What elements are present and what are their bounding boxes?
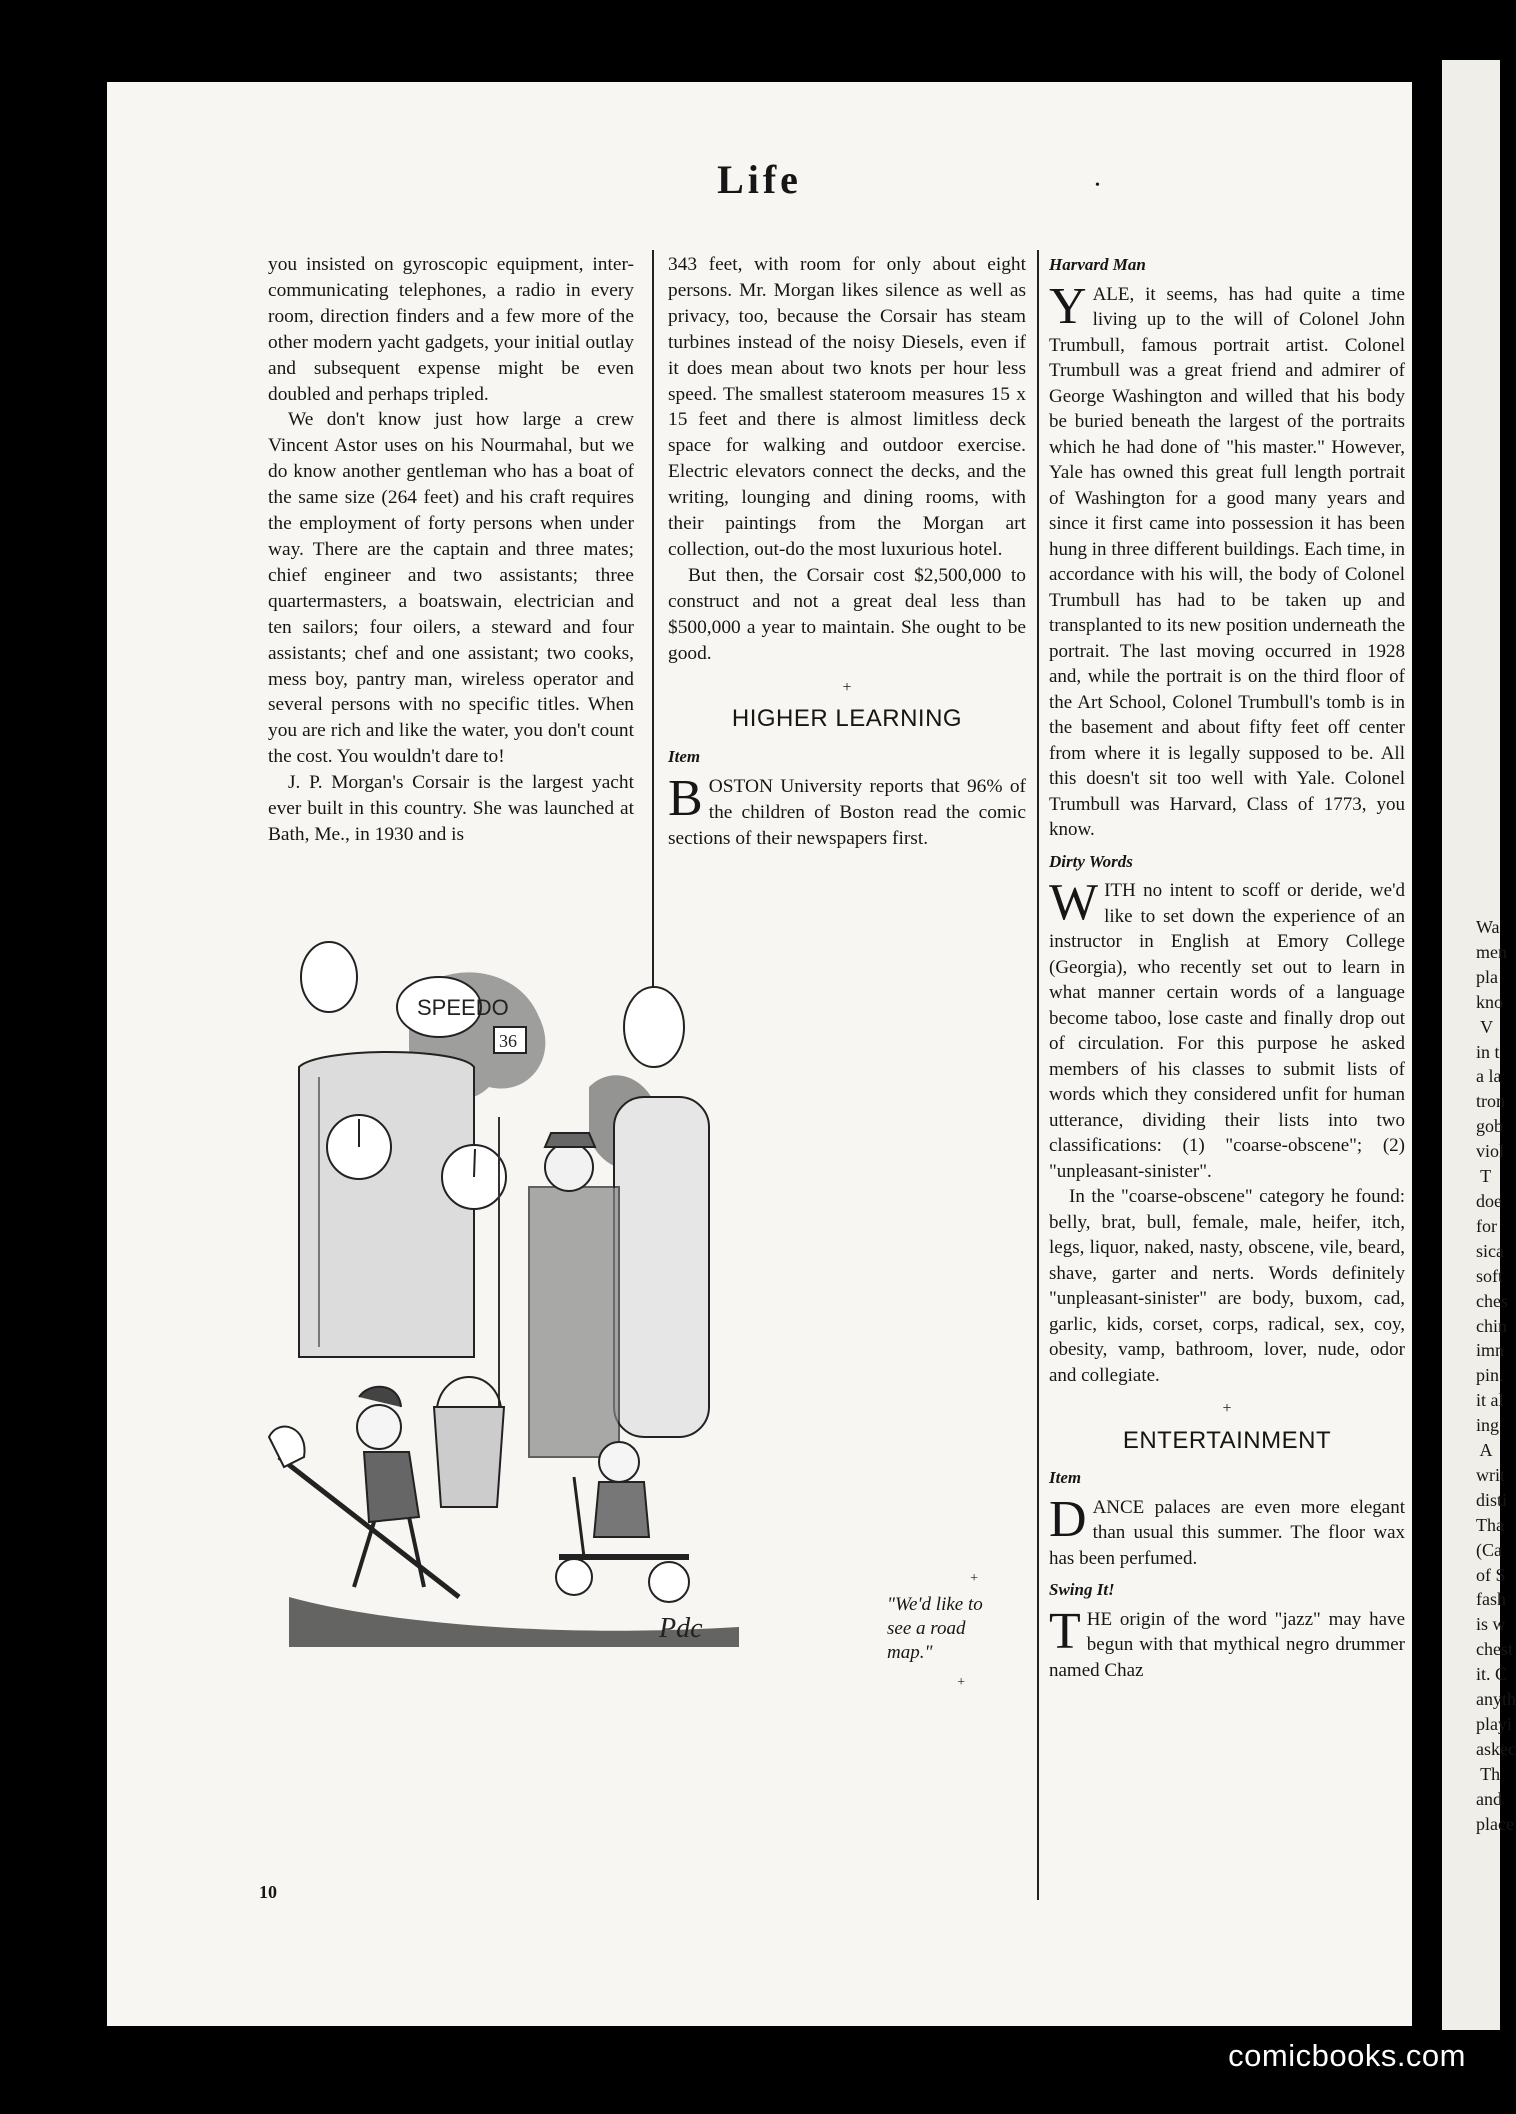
section-heading: HIGHER LEARNING — [731, 705, 963, 733]
column-rule — [1037, 250, 1039, 1900]
cartoon-caption — [875, 1567, 1007, 1695]
entertainment-text: ANCE palaces are even more elegant than usual this summer. The floor wax has been perfumed. — [1049, 1496, 1405, 1569]
column-2 — [668, 252, 1026, 852]
column-1-paragraph: We don't know just how large a crew Vincent Astor uses on his Nourmahal, but we do know another gentleman who has a boat of the same size (264 feet) and his craft requires the employment of forty persons when under way. There are the captain and three mates; chief engineer and two assistants; three quartermasters, a boatswain, electrician and ten sailors; four oilers, a steward and four assistants; chef and one assistant; two cooks, mess boy, pantry man, wireless operator and several persons with no specific titles. When you are rich and like the water, you don't count the cost. You wouldn't dare to! — [268, 409, 634, 768]
adjacent-page-edge — [1442, 60, 1516, 2030]
section-ornament: + — [842, 678, 852, 696]
item-paragraph — [668, 770, 1026, 852]
caption-ornament: + — [956, 1675, 966, 1690]
column-1 — [268, 252, 634, 848]
column-1-paragraph: J. P. Morgan's Corsair is the largest yacht ever built in this country. She was launched at Bath, Me., in 1930 and is — [268, 772, 634, 845]
swing-it-text: HE origin of the word "jazz" may have begun with that mythical negro drummer named Chaz — [1049, 1608, 1405, 1681]
page-number: 10 — [259, 1882, 277, 1902]
site-watermark: comicbooks.com — [1228, 2038, 1466, 2073]
adjacent-page-text: Wa men pla kno V in t a la tron gob viol T doe for sica soft ches chin imn pin. it al ing A writ disti Tha (Ca of S fash is w chest it. C anyth playi askec Th and place — [1476, 917, 1516, 1834]
pump-number: 36 — [499, 1031, 517, 1051]
harvard-man-subhead: Harvard Man — [1049, 255, 1146, 274]
dirty-words-subhead: Dirty Words — [1049, 851, 1133, 871]
drop-cap: B — [668, 770, 703, 828]
harvard-man-paragraph — [1049, 277, 1405, 843]
column-2-paragraph: 343 feet, with room for only about eight persons. Mr. Morgan likes silence as well as privacy, too, because the Corsair has steam turbines instead of the noisy Diesels, even if it does mean about two knots per hour less speed. The smallest stateroom measures 15 x 15 feet and there is almost limitless deck space for walking and outdoor exercise. Electric elevators connect the decks, and the writing, lounging and dining rooms, with their paintings from the Morgan art collection, out-do the most luxurious hotel. — [668, 254, 1026, 560]
column-1-paragraph: you insisted on gyroscopic equipment, inter-communicating telephones, a radio in every room, direction finders and a few more of the other modern yacht gadgets, your initial outlay and subsequent expense might be even doubled and perhaps tripled. — [268, 254, 634, 405]
entertainment-paragraph — [1049, 1490, 1405, 1572]
artist-signature: Pdc — [659, 1613, 703, 1644]
speedo-sign: SPEEDO — [417, 995, 509, 1020]
item-subhead: Item — [1049, 1468, 1082, 1487]
drop-cap: W — [1049, 874, 1099, 931]
caption-ornament: + — [969, 1571, 979, 1586]
masthead: Life — [717, 157, 802, 202]
swing-it-subhead: Swing It! — [1049, 1580, 1115, 1599]
dirty-words-paragraph — [1049, 874, 1405, 1184]
item-text: OSTON University reports that 96% of the children of Boston read the comic sections of their newspapers first. — [668, 776, 1026, 850]
caption-text: "We'd like to see a road map." — [887, 1594, 983, 1663]
magazine-page — [107, 82, 1412, 2026]
cartoon-illustration — [259, 937, 749, 1647]
dirty-words-text: ITH no intent to scoff or deride, we'd like to set down the experience of an instructor in English at Emory College (Georgia), who recently set out to learn in what manner certain words of a language become taboo, lose caste and finally drop out of circulation. For this purpose he asked members of his classes to submit lists of words which they considered unfit for human utterance, dividing their lists into two classifications: (1) "coarse-obscene"; (2) "unpleasant-sinister". — [1049, 880, 1405, 1182]
drop-cap: Y — [1049, 277, 1087, 335]
item-subhead: Item — [668, 747, 701, 767]
column-2-paragraph: But then, the Corsair cost $2,500,000 to construct and not a great deal less than $500,000 a year to maintain. She ought to be good. — [668, 564, 1026, 664]
section-ornament: + — [1222, 1400, 1232, 1417]
harvard-man-text: ALE, it seems, has had quite a time living up to the will of Colonel John Trumbull, famous portrait artist. Colonel Trumbull was a great friend and admirer of George Washington and willed that his body be buried beneath the largest of the portraits which he had done of "his master." However, Yale has owned this great full length portrait of Washington for a good many years and since it first came into possession it has been hung in three different buildings. Each time, in accordance with his will, the body of Colonel Trumbull has had to be taken up and transplanted to its new position underneath the portrait. The last moving occurred in 1928 and, while the portrait is on the third floor of the Art School, Colonel Trumbull's tomb is in the basement and about fifty feet off center from where it is legally supposed to be. All this doesn't sit too well with Yale. Colonel Trumbull was Harvard, Class of 1773, you know. — [1049, 283, 1405, 840]
printer-mark: • — [1095, 178, 1100, 193]
column-3 — [1049, 252, 1405, 1683]
section-heading: ENTERTAINMENT — [1122, 1426, 1332, 1454]
swing-it-paragraph — [1049, 1602, 1405, 1684]
column-rule — [652, 250, 654, 1010]
drop-cap: T — [1049, 1602, 1081, 1660]
dirty-words-paragraph-2: In the "coarse-obscene" category he found: belly, brat, bull, female, male, heifer, itch, legs, liquor, naked, nasty, obscene, vile, beard, shave, garter and nerts. Words definitely "unpleasant-sinister" are body, buxom, cad, garlic, kids, corset, corps, radical, sex, coy, obesity, vamp, bathroom, lover, nude, odor and collegiate. — [1049, 1186, 1405, 1386]
drop-cap: D — [1049, 1490, 1087, 1548]
